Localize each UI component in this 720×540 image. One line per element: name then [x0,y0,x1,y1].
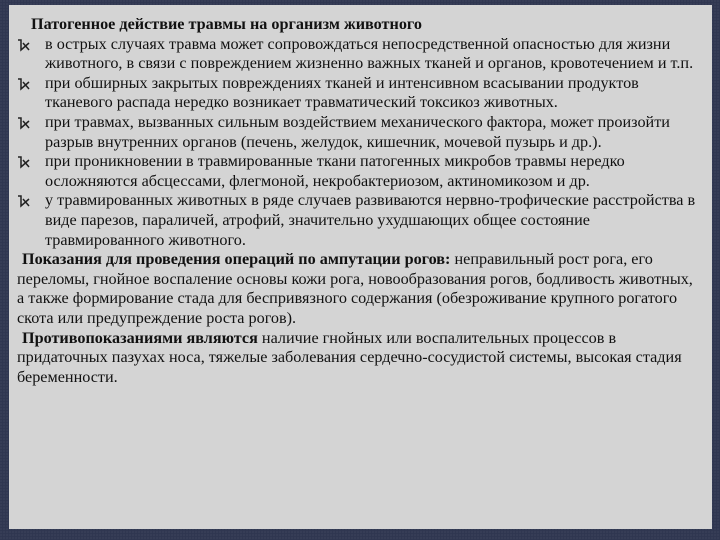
bullet-text: при травмах, вызванных сильным воздействием механического фактора, может произойти разрыв внутренних органов (печень, желудок, кишечник, мочевой пузырь и др.). [45,112,670,151]
bullet-item [17,191,704,250]
bullet-text: у травмированных животных в ряде случаев развиваются нервно-трофические расстройства в виде парезов, параличей, атрофий, значительно ухудшающих общее состояние травмированного животного. [45,191,696,249]
wingding-bullet-icon [17,77,31,91]
indications-text: неправильный рост рога, его переломы, гнойное воспаление основы кожи рога, новообразования рогов, бодливость животных, а также формирование стада для беспривязного содержания (обезроживание крупного рогатого скота или предупреждение роста рогов). [17,250,693,327]
bullet-list [17,35,704,251]
wingding-bullet-icon [17,38,31,52]
bullet-item [17,35,704,74]
indications-lead: Показания для проведения операций по ампутации рогов: [22,250,451,269]
content-panel [9,5,712,529]
bullet-item [17,113,704,152]
bullet-text: в острых случаях травма может сопровождаться непосредственной опасностью для жизни животного, в связи с повреждением жизненно важных тканей и органов, кровотечением и т.п. [45,34,694,73]
wingding-bullet-icon [17,116,31,130]
indications-paragraph [17,250,704,328]
bullet-item [17,74,704,113]
wingding-bullet-icon [17,155,31,169]
bullet-text: при проникновении в травмированные ткани патогенных микробов травмы нередко осложняются абсцессами, флегмоной, некробактериозом, актиномикозом и др. [45,152,625,190]
contraindications-text: наличие гнойных или воспалительных процессов в придаточных пазухах носа, тяжелые заболевания сердечно-сосудистой системы, высокая стадия беременности. [17,328,682,386]
wingding-bullet-icon [17,194,31,208]
bullet-text: при обширных закрытых повреждениях тканей и интенсивном всасывании продуктов тканевого распада нередко возникает травматический токсикоз животных. [45,73,639,112]
slide-title: Патогенное действие травмы на организм животного [31,15,422,33]
contraindications-paragraph [17,329,704,388]
bullet-item [17,152,704,191]
contraindications-lead: Противопоказаниями являются [22,328,258,347]
